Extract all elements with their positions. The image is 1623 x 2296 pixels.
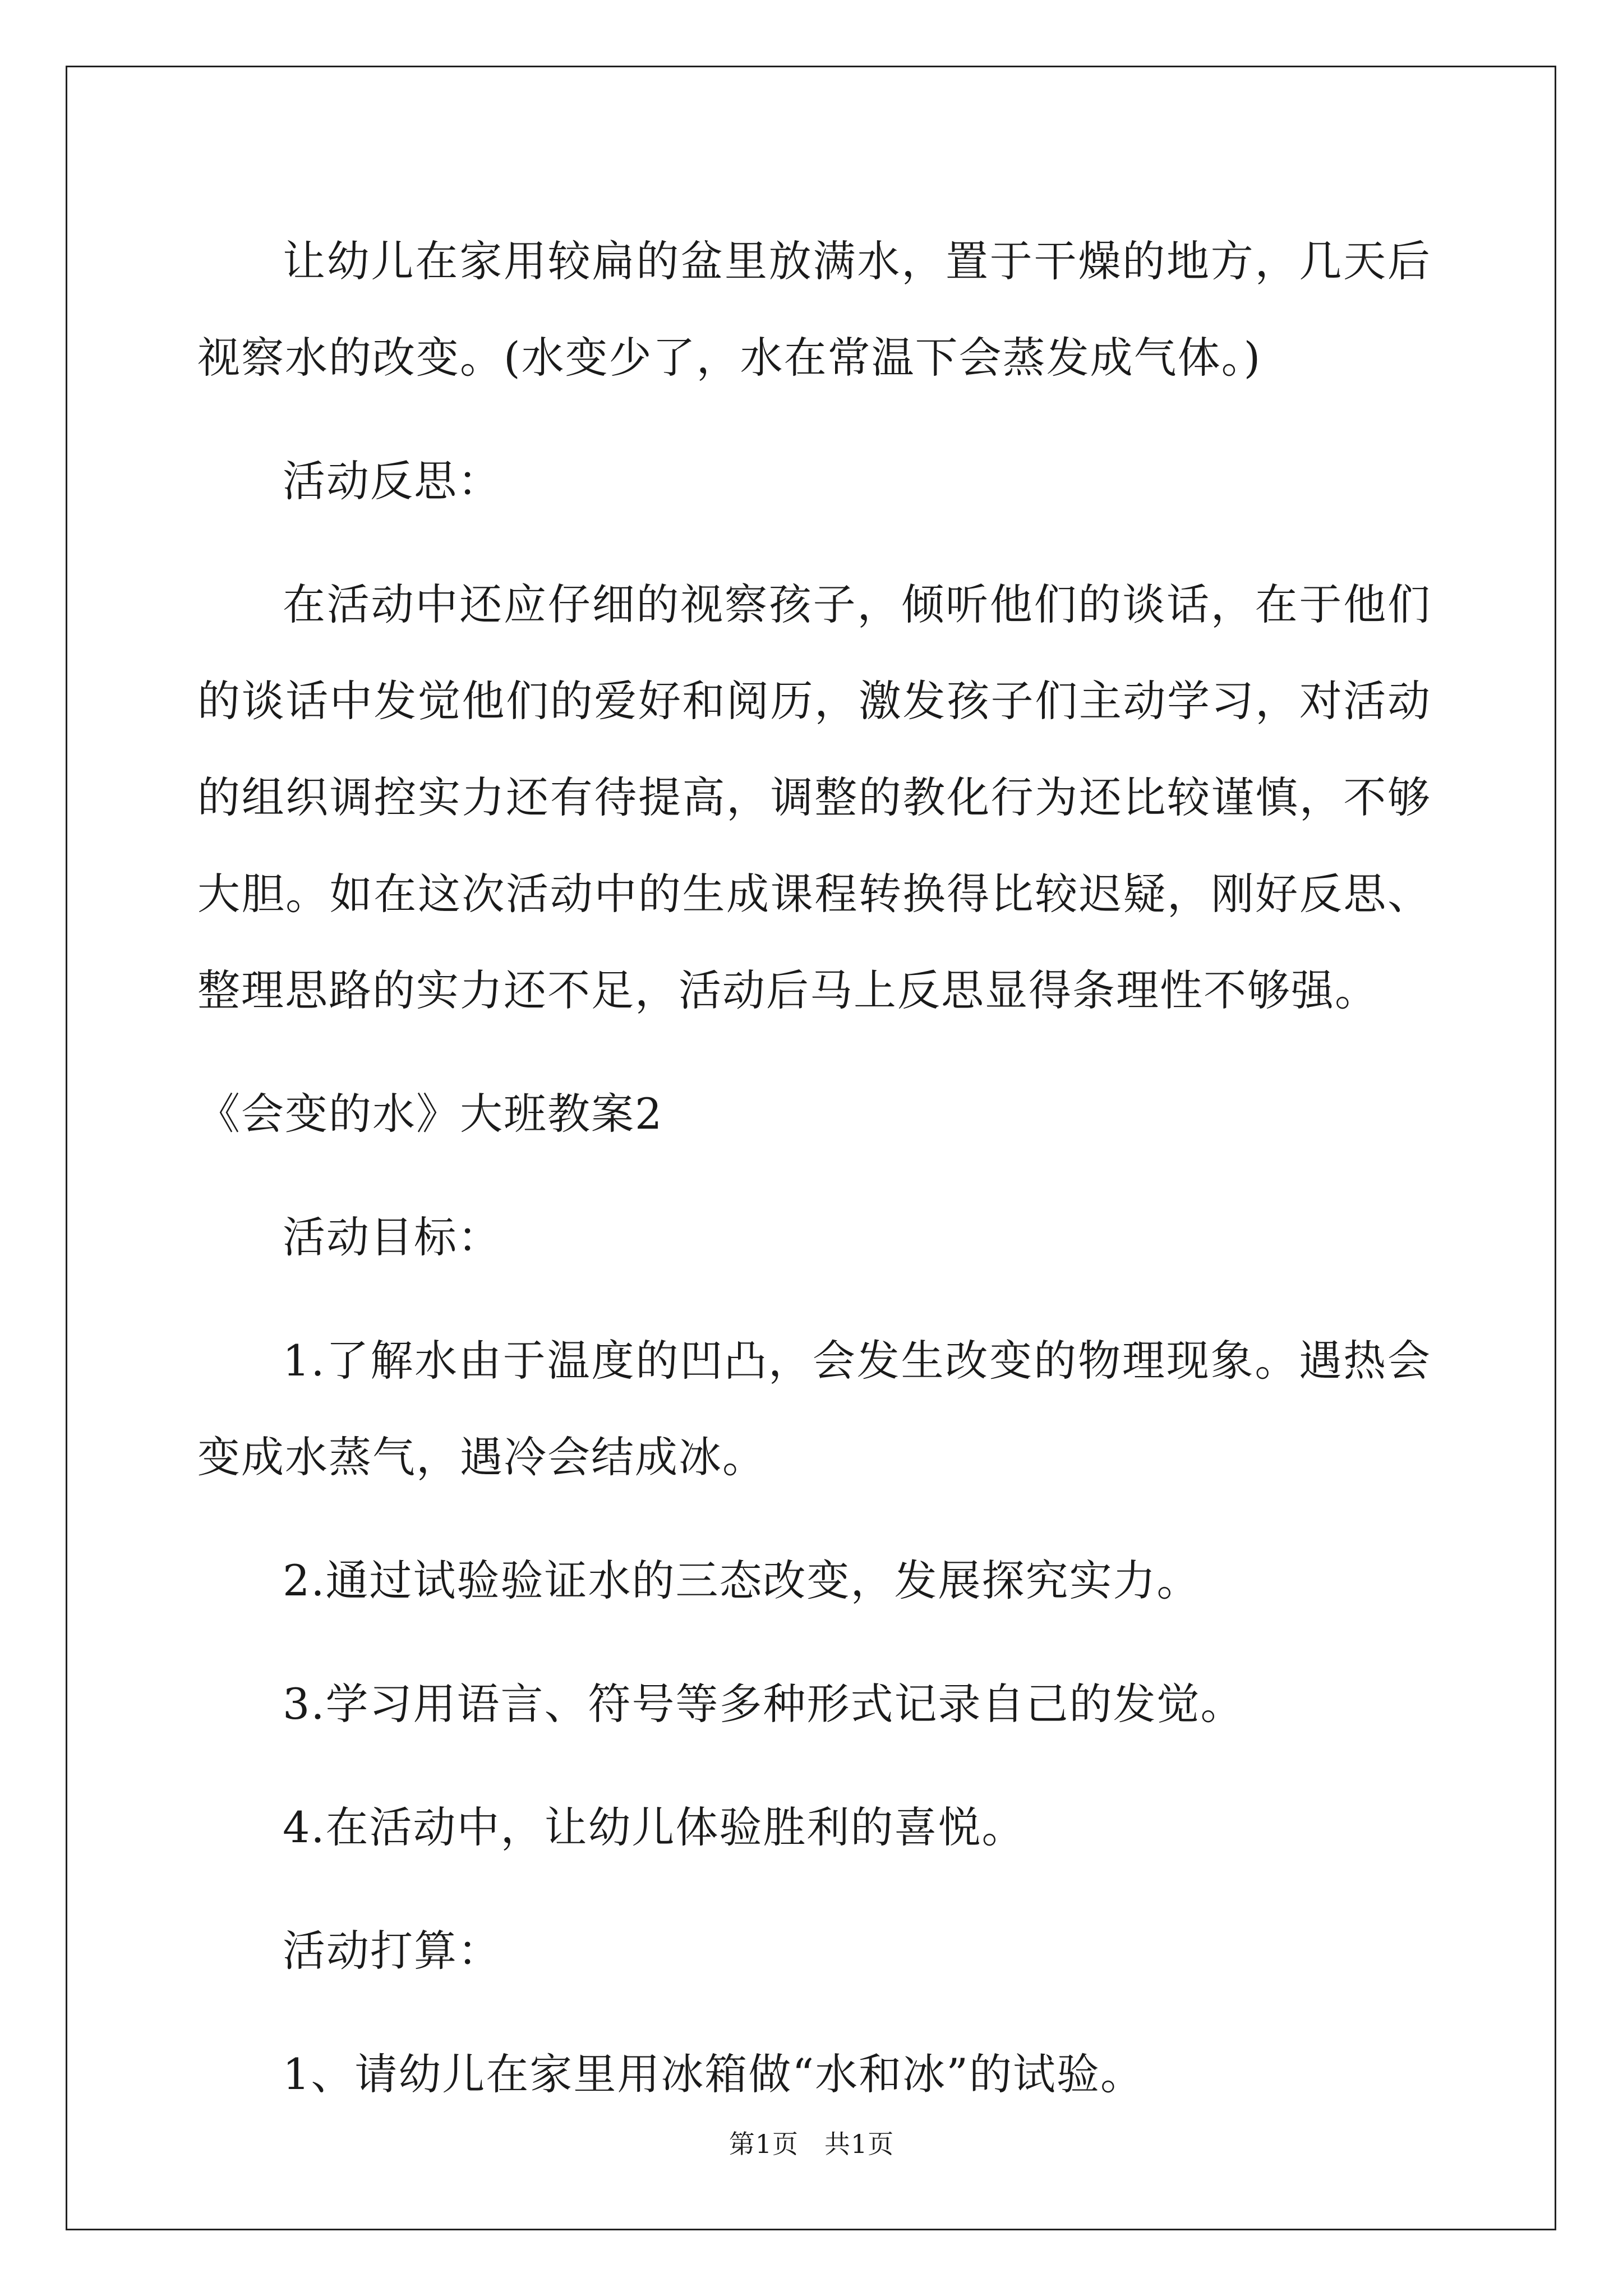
page-number: 第1页: [728, 2129, 799, 2159]
preparation-item-1: 1、请幼儿在家里用冰箱做“水和冰”的试验。: [283, 2049, 1145, 2099]
heading-goals: 活动目标：: [283, 1212, 501, 1262]
page-total: 共1页: [824, 2129, 895, 2159]
section-title: 《会变的水》大班教案2: [197, 1089, 663, 1139]
goal-item-1: 1.了解水由于温度的凹凸，会发生改变的物理现象。遇热会变成水蒸气，遇冷会结成冰。: [197, 1336, 1431, 1482]
page-footer: [0, 2124, 1623, 2161]
document-body: [197, 213, 1431, 2150]
heading-preparation: 活动打算：: [283, 1926, 501, 1976]
paragraph-observation: 让幼儿在家用较扁的盆里放满水，置于干燥的地方，几天后视察水的改变。(水变少了，水在常温下会蒸发成气体。): [197, 236, 1431, 383]
goal-item-3: 3.学习用语言、符号等多种形式记录自己的发觉。: [283, 1679, 1244, 1729]
goal-item-2: 2.通过试验验证水的三态改变，发展探究实力。: [283, 1556, 1201, 1605]
goal-item-4: 4.在活动中，让幼儿体验胜利的喜悦。: [283, 1802, 1026, 1852]
heading-reflection: 活动反思：: [283, 456, 501, 506]
paragraph-reflection: 在活动中还应仔细的视察孩子，倾听他们的谈话，在于他们的谈话中发觉他们的爱好和阅历，激发孩子们主动学习，对活动的组织调控实力还有待提高，调整的教化行为还比较谨慎，不够大胆。如在这次活动中的生成课程转换得比较迟疑，刚好反思、整理思路的实力还不足，活动后马上反思显得条理性不够强。: [197, 579, 1431, 1015]
